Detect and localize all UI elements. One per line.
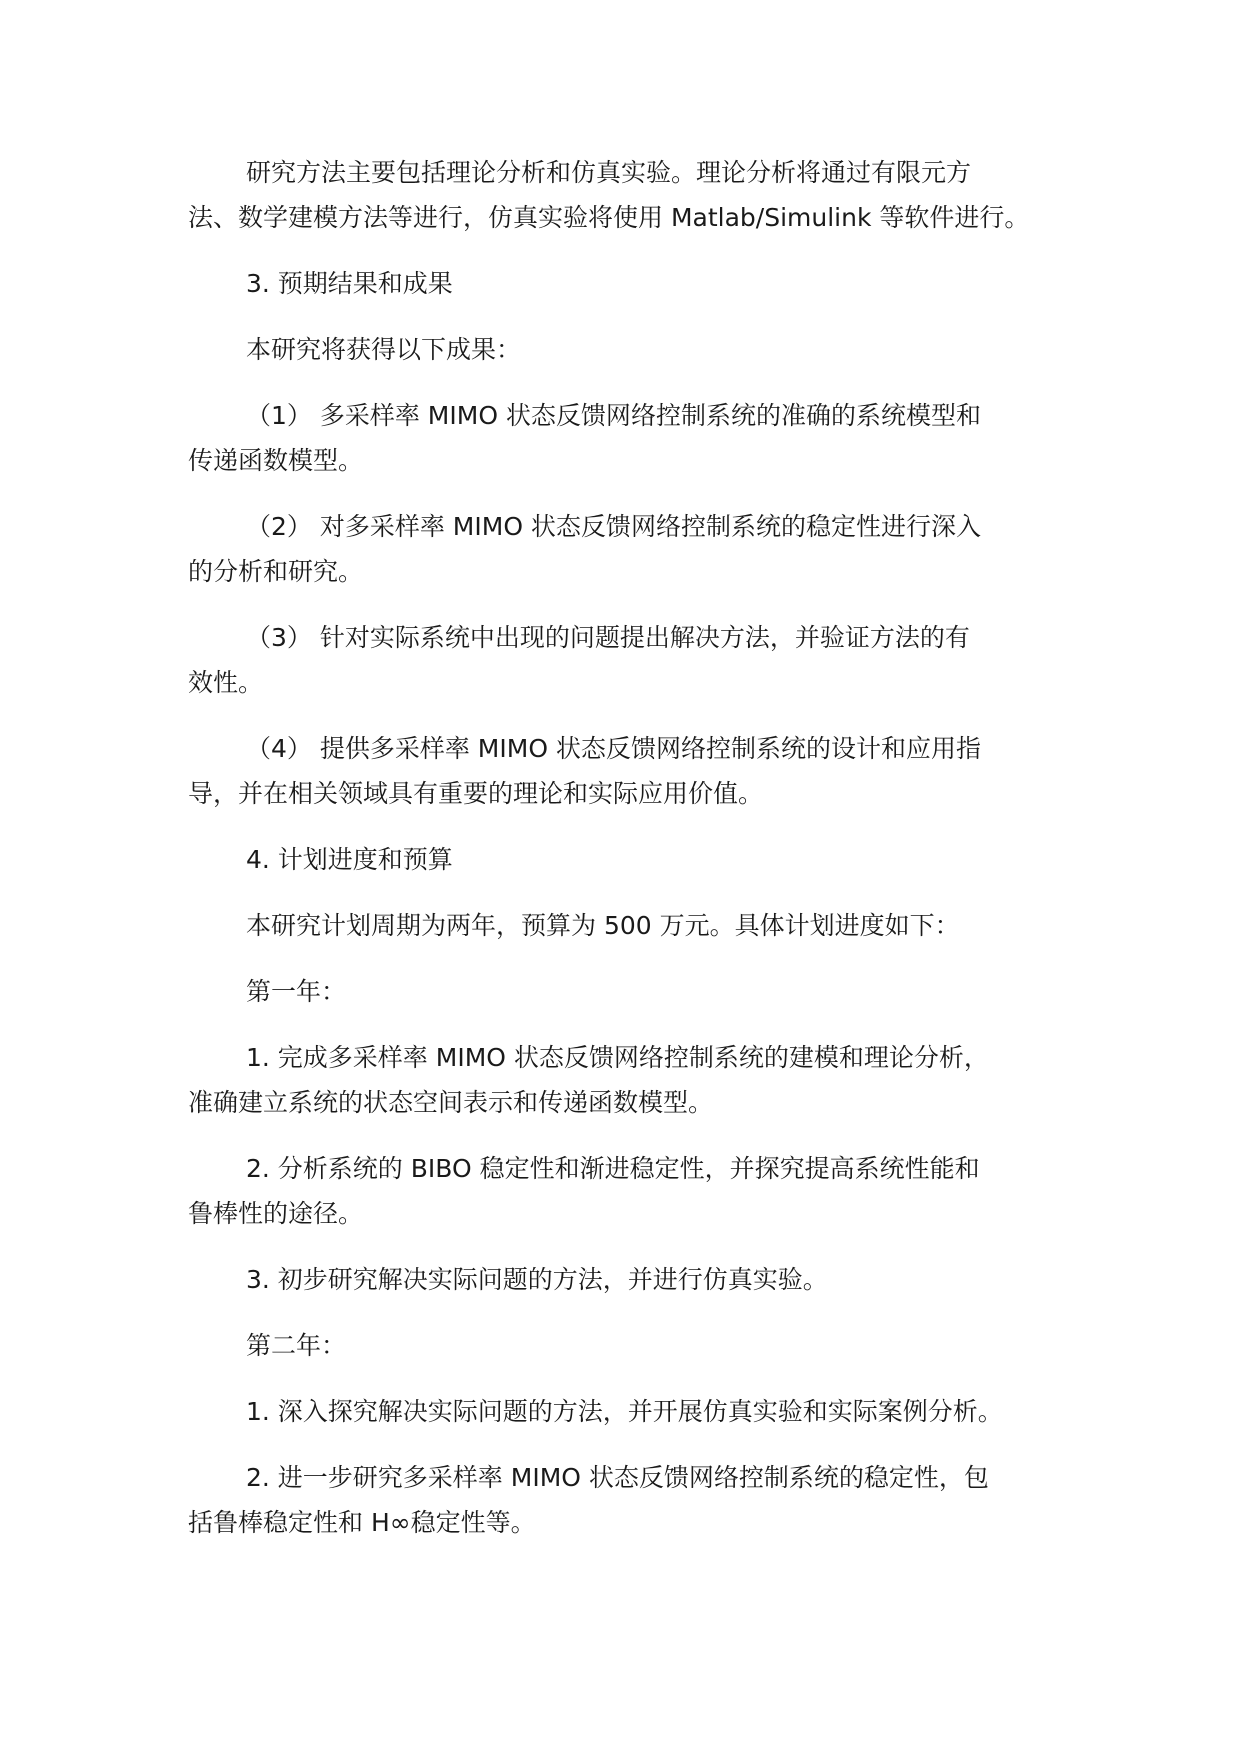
text-line: 2. 分析系统的 BIBO 稳定性和渐进稳定性，并探究提高系统性能和: [246, 1154, 980, 1183]
text-line: 4. 计划进度和预算: [246, 845, 453, 874]
text-line: 研究方法主要包括理论分析和仿真实验。理论分析将通过有限元方: [246, 158, 972, 187]
paragraph-research-methods: [188, 150, 1068, 240]
year-two-item-2: [188, 1455, 1068, 1545]
text-line: 本研究将获得以下成果：: [246, 335, 522, 364]
text-line: （1） 多采样率 MIMO 状态反馈网络控制系统的准确的系统模型和: [246, 401, 981, 430]
text-line: 鲁棒性的途径。: [188, 1199, 364, 1228]
text-line: 1. 完成多采样率 MIMO 状态反馈网络控制系统的建模和理论分析，: [246, 1043, 989, 1072]
year-one-item-3: [188, 1257, 1068, 1302]
text-line: 法、数学建模方法等进行，仿真实验将使用 Matlab/Simulink 等软件进行。: [188, 203, 1030, 232]
text-line: （4） 提供多采样率 MIMO 状态反馈网络控制系统的设计和应用指: [246, 734, 981, 763]
text-line: 第二年：: [246, 1331, 347, 1360]
paragraph-results-intro: [188, 327, 1068, 372]
text-line: 传递函数模型。: [188, 446, 364, 475]
year-one-heading: [188, 969, 1068, 1014]
year-two-item-1: [188, 1389, 1068, 1434]
result-item-1: [188, 393, 1068, 483]
year-one-item-2: [188, 1146, 1068, 1236]
section-heading-expected-results: [188, 261, 1068, 306]
result-item-3: [188, 615, 1068, 705]
text-line: 第一年：: [246, 977, 347, 1006]
section-heading-schedule-budget: [188, 837, 1068, 882]
text-line: 3. 预期结果和成果: [246, 269, 453, 298]
paragraph-schedule-intro: [188, 903, 1068, 948]
text-line: 括鲁棒稳定性和 H∞稳定性等。: [188, 1508, 536, 1537]
text-line: 3. 初步研究解决实际问题的方法，并进行仿真实验。: [246, 1265, 828, 1294]
text-line: 效性。: [188, 668, 264, 697]
year-two-heading: [188, 1323, 1068, 1368]
result-item-2: [188, 504, 1068, 594]
text-line: 导，并在相关领域具有重要的理论和实际应用价值。: [188, 779, 764, 808]
text-line: 准确建立系统的状态空间表示和传递函数模型。: [188, 1088, 714, 1117]
text-line: 本研究计划周期为两年，预算为 500 万元。具体计划进度如下：: [246, 911, 960, 940]
text-line: 1. 深入探究解决实际问题的方法，并开展仿真实验和实际案例分析。: [246, 1397, 1003, 1426]
year-one-item-1: [188, 1035, 1068, 1125]
document-body: [188, 150, 1068, 1566]
text-line: （2） 对多采样率 MIMO 状态反馈网络控制系统的稳定性进行深入: [246, 512, 981, 541]
text-line: （3） 针对实际系统中出现的问题提出解决方法，并验证方法的有: [246, 623, 970, 652]
result-item-4: [188, 726, 1068, 816]
text-line: 的分析和研究。: [188, 557, 364, 586]
text-line: 2. 进一步研究多采样率 MIMO 状态反馈网络控制系统的稳定性，包: [246, 1463, 989, 1492]
